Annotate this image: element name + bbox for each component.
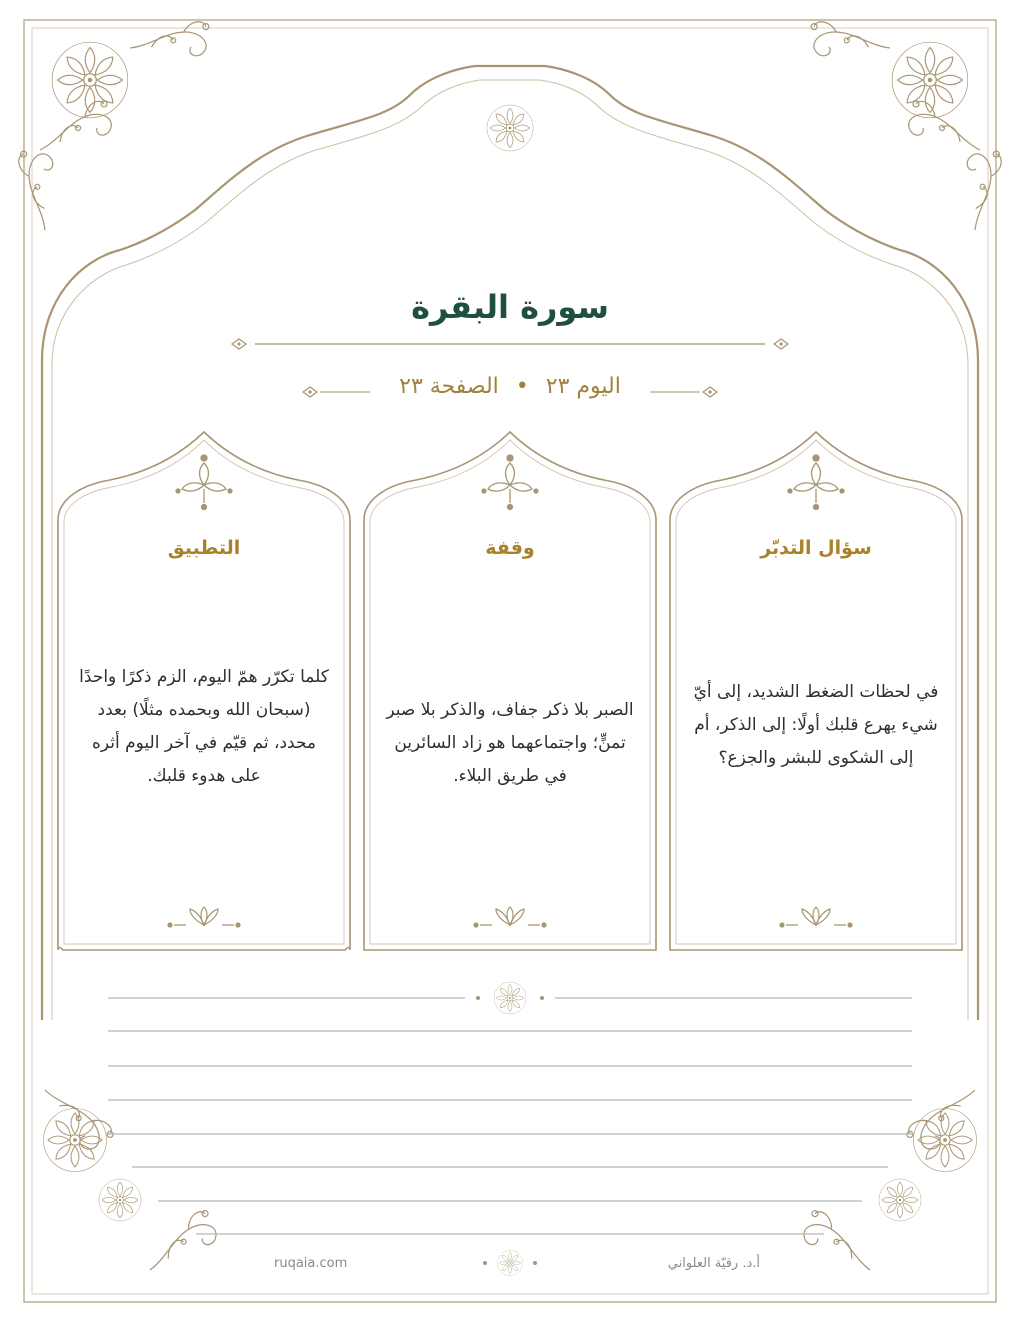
separator-dot: • — [515, 374, 529, 399]
footer-website[interactable]: ruqaia.com — [274, 1256, 348, 1271]
card-body-application: كلما تكرّر همّ اليوم، الزم ذكرًا واحدًا (سبحان الله وبحمده مثلًا) بعدد محدد، ثم قيّم في آخر اليوم أثره على هدوء قلبك. — [79, 667, 329, 786]
card-body-reflection-question: في لحظات الضغط الشديد، إلى أيّ شيء يهرع قلبك أولًا: إلى الذكر، أم إلى الشكوى للبشر والجزع؟ — [693, 682, 939, 768]
card-body-pause: الصبر بلا ذكر جفاف، والذكر بلا صبر تمنٍّ؛ واجتماعهما هو زاد السائرين في طريق البلاء. — [386, 700, 634, 786]
footer-author: أ.د. رقيّة العلواني — [667, 1256, 760, 1271]
page-title: سورة البقرة — [411, 288, 609, 326]
card-title-pause: وقفة — [485, 537, 535, 559]
card-title-application: التطبيق — [167, 537, 241, 559]
page-label: الصفحة ٢٣ — [399, 374, 499, 399]
card-title-reflection-question: سؤال التدبّر — [760, 537, 872, 559]
day-label: اليوم ٢٣ — [545, 374, 621, 399]
day-page-label — [360, 374, 660, 399]
